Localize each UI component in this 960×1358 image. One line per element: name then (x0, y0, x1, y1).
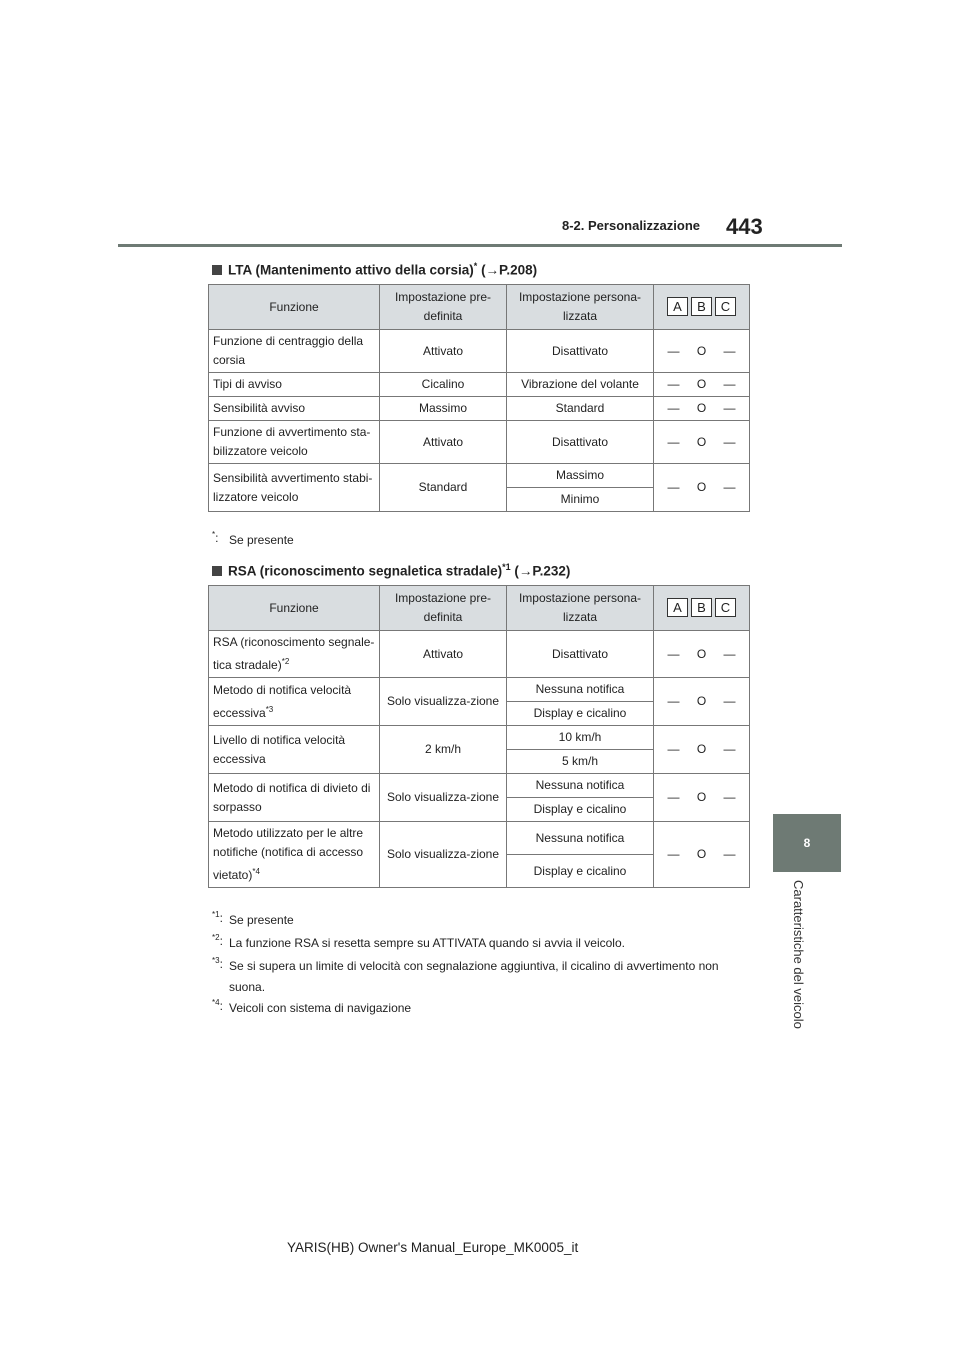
table-row (209, 373, 750, 397)
table-row (209, 774, 750, 798)
cell-predefinita: Attivato (380, 330, 507, 373)
cell-funzione: Metodo utilizzato per le altre notifiche (notifica di accesso vietato)$^{*4}$ (209, 822, 380, 888)
page-footer: YARIS(HB) Owner's Manual_Europe_MK0005_it (287, 1240, 579, 1255)
cell-personalizzata: Vibrazione del volante (507, 373, 654, 397)
cell-abc (654, 631, 750, 678)
cell-abc (654, 330, 750, 373)
chapter-number: 8 (803, 836, 811, 850)
cell-c: — (723, 343, 736, 358)
cell-a: — (667, 694, 680, 708)
col-header-funzione: Funzione (209, 285, 380, 330)
cell-a: — (667, 790, 680, 804)
cell-c: — (723, 377, 736, 391)
page-number: 443 (726, 214, 763, 239)
col-b-box: B (691, 297, 712, 316)
cell-b: O (696, 401, 707, 415)
table-row (209, 631, 750, 678)
lta-page-ref[interactable]: (→P.208) (481, 262, 538, 278)
cell-abc (654, 464, 750, 512)
rsa-table (208, 585, 750, 888)
cell-a: — (667, 343, 680, 358)
cell-funzione: RSA (riconoscimento segnale-tica stradale)$^{*2}$ (209, 631, 380, 678)
col-header-predefinita: Impostazione pre-definita (380, 586, 507, 631)
cell-predefinita: 2 km/h (380, 726, 507, 774)
table-row (209, 421, 750, 464)
col-header-funzione: Funzione (209, 586, 380, 631)
table-row (209, 726, 750, 750)
cell-funzione: Sensibilità avvertimento stabi-lizzatore veicolo (209, 464, 380, 512)
cell-predefinita: Attivato (380, 421, 507, 464)
cell-c: — (723, 847, 736, 861)
footnote: $^{*3}$: Se si supera un limite di velocità con segnalazione aggiuntiva, il cicalino di avvertimento non suona. (212, 956, 719, 994)
cell-personalizzata: 10 km/h (507, 726, 654, 750)
cell-a: — (667, 646, 680, 661)
rsa-title: RSA (riconoscimento segnaletica stradale)$^{*1}$ (→P.232) (212, 562, 570, 579)
footnote: $^{*2}$: La funzione RSA si resetta sempre su ATTIVATA quando si avvia il veicolo. (212, 933, 625, 950)
cell-c: — (723, 694, 736, 708)
cell-personalizzata: Disattivato (507, 421, 654, 464)
cell-abc (654, 373, 750, 397)
cell-abc (654, 678, 750, 726)
cell-a: — (667, 401, 680, 415)
cell-a: — (667, 434, 680, 449)
col-a-box: A (667, 297, 688, 316)
cell-abc (654, 726, 750, 774)
cell-personalizzata: Minimo (507, 488, 654, 512)
cell-personalizzata: Disattivato (507, 330, 654, 373)
col-c-box: C (715, 297, 736, 316)
lta-footnote: *: Se presente (212, 530, 294, 547)
cell-funzione: Sensibilità avviso (209, 397, 380, 421)
cell-funzione: Metodo di notifica di divieto di sorpasso (209, 774, 380, 822)
cell-b: O (696, 742, 707, 756)
col-header-personalizzata: Impostazione persona-lizzata (507, 586, 654, 631)
col-header-abc (654, 285, 750, 330)
cell-predefinita: Standard (380, 464, 507, 512)
col-header-predefinita: Impostazione pre-definita (380, 285, 507, 330)
cell-personalizzata: 5 km/h (507, 750, 654, 774)
col-a-box: A (667, 598, 688, 617)
cell-predefinita: Attivato (380, 631, 507, 678)
cell-predefinita: Solo visualizza-zione (380, 774, 507, 822)
col-header-personalizzata: Impostazione persona-lizzata (507, 285, 654, 330)
table-row (209, 397, 750, 421)
cell-b: O (696, 377, 707, 391)
cell-b: O (696, 480, 707, 494)
cell-personalizzata: Display e cicalino (507, 798, 654, 822)
cell-personalizzata: Nessuna notifica (507, 774, 654, 798)
cell-a: — (667, 480, 680, 494)
cell-abc (654, 421, 750, 464)
cell-personalizzata: Disattivato (507, 631, 654, 678)
cell-funzione: Livello di notifica velocità eccessiva (209, 726, 380, 774)
header-rule (118, 244, 842, 247)
footnote: $^{*1}$: Se presente (212, 910, 294, 927)
table-row (209, 678, 750, 702)
bullet-square-icon (212, 566, 222, 576)
cell-a: — (667, 847, 680, 861)
cell-c: — (723, 790, 736, 804)
cell-personalizzata: Massimo (507, 464, 654, 488)
cell-abc (654, 397, 750, 421)
col-header-abc (654, 586, 750, 631)
cell-c: — (723, 401, 736, 415)
cell-c: — (723, 434, 736, 449)
cell-b: O (696, 646, 707, 661)
cell-personalizzata: Display e cicalino (507, 855, 654, 888)
cell-predefinita: Solo visualizza-zione (380, 678, 507, 726)
rsa-page-ref[interactable]: (→P.232) (514, 563, 571, 579)
bullet-square-icon (212, 265, 222, 275)
table-row (209, 464, 750, 488)
cell-b: O (696, 790, 707, 804)
cell-b: O (696, 343, 707, 358)
cell-abc (654, 822, 750, 888)
col-b-box: B (691, 598, 712, 617)
cell-b: O (696, 434, 707, 449)
cell-c: — (723, 480, 736, 494)
cell-personalizzata: Standard (507, 397, 654, 421)
cell-predefinita: Cicalino (380, 373, 507, 397)
cell-predefinita: Massimo (380, 397, 507, 421)
cell-funzione: Funzione di avvertimento sta-bilizzatore veicolo (209, 421, 380, 464)
cell-abc (654, 774, 750, 822)
cell-b: O (696, 694, 707, 708)
lta-title: LTA (Mantenimento attivo della corsia)* (→P.208) (212, 261, 537, 278)
cell-c: — (723, 646, 736, 661)
cell-funzione: Funzione di centraggio della corsia (209, 330, 380, 373)
cell-personalizzata: Nessuna notifica (507, 822, 654, 855)
cell-funzione: Metodo di notifica velocità eccessiva$^{*3}$ (209, 678, 380, 726)
cell-personalizzata: Nessuna notifica (507, 678, 654, 702)
section-title: 8-2. Personalizzazione (562, 218, 700, 233)
cell-personalizzata: Display e cicalino (507, 702, 654, 726)
cell-a: — (667, 742, 680, 756)
cell-funzione: Tipi di avviso (209, 373, 380, 397)
chapter-tab[interactable] (773, 814, 841, 872)
cell-a: — (667, 377, 680, 391)
cell-b: O (696, 847, 707, 861)
cell-c: — (723, 742, 736, 756)
cell-predefinita: Solo visualizza-zione (380, 822, 507, 888)
col-c-box: C (715, 598, 736, 617)
lta-table (208, 284, 750, 512)
chapter-label: Caratteristiche del veicolo (791, 880, 806, 1029)
footnote: $^{*4}$: Veicoli con sistema di navigazione (212, 998, 412, 1015)
table-row (209, 822, 750, 855)
table-row (209, 330, 750, 373)
